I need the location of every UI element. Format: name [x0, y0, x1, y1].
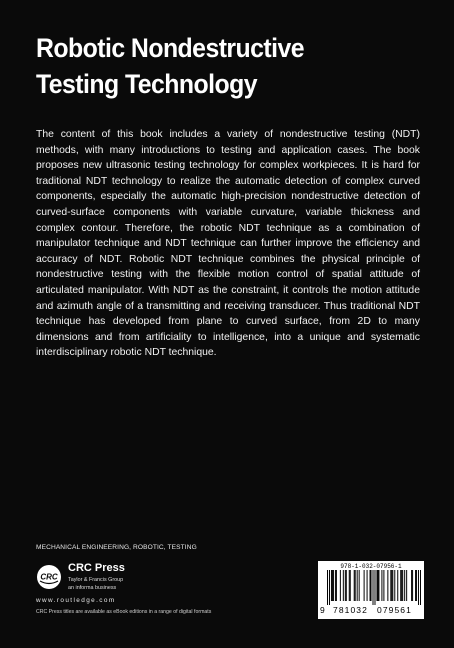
barcode-bar: [336, 570, 337, 601]
barcode-bar: [381, 570, 382, 601]
ebook-availability-note: CRC Press titles are available as eBook editions in a range of digital formats: [36, 609, 212, 615]
ean-first-digit: 9: [320, 605, 325, 615]
barcode-bar: [391, 570, 392, 601]
barcode-bar: [367, 570, 368, 601]
barcode-bar: [400, 570, 401, 601]
barcode-icon: [327, 570, 421, 605]
barcode-bar: [371, 570, 372, 601]
book-title: [36, 30, 395, 102]
barcode-bar: [394, 570, 395, 601]
barcode-bar: [401, 570, 402, 601]
barcode-bar: [340, 570, 341, 601]
publisher-block: [36, 562, 196, 612]
barcode-bar: [370, 570, 371, 601]
book-description: The content of this book includes a variety of nondestructive testing (NDT) methods, with many introductions to testing and application cases. The book proposes new ultrasonic testing technology for complex workpieces. It is hard for traditional NDT technology to realize the automatic detection of complex curved components, especially the automatic high-precision nondestructive detection of curved-surface components with variable curvature, variable thickness and complex contour. Therefore, the robotic NDT technique as a combination of manipulator technique and NDT technique can further improve the efficiency and accuracy of NDT. Robotic NDT technique combines the physical principle of nondestructive testing with the flexible motion control of spatial attitude of articulated manipulator. With NDT as the constraint, it controls the motion attitude and azimuth angle of a transmitting and receiving transducer. Thus traditional NDT technique has developed from plane to curved surface, from 2D to many dimensions and from artificiality to intelligence, into a unique and systematic interdisciplinary robotic NDT technique.: [36, 129, 420, 359]
barcode-bar: [377, 570, 378, 601]
book-title-line-1: Robotic Nondestructive: [36, 33, 305, 63]
barcode-bar: [373, 570, 374, 605]
publisher-business: an informa business: [68, 585, 117, 591]
barcode-bar: [346, 570, 347, 601]
ean-left-group: 781032: [333, 605, 368, 615]
barcode-bar: [345, 570, 346, 601]
barcode-bar: [354, 570, 355, 601]
subject-categories: MECHANICAL ENGINEERING, ROBOTIC, TESTING: [36, 544, 197, 551]
barcode-bar: [376, 570, 377, 601]
barcode-bar: [327, 570, 328, 605]
barcode-bar: [335, 570, 336, 601]
barcode-bar: [412, 570, 413, 601]
barcode-bar: [418, 570, 419, 605]
barcode-bar: [390, 570, 391, 601]
barcode-bar: [416, 570, 417, 601]
crc-logo-text: CRC: [40, 572, 58, 582]
barcode-bar: [355, 570, 356, 601]
barcode-bar: [374, 570, 375, 605]
barcode-bar: [383, 570, 384, 601]
book-title-line-2: Testing Technology: [36, 69, 257, 99]
barcode-bar: [357, 570, 358, 601]
barcode-bar: [411, 570, 412, 601]
barcode-bar: [402, 570, 403, 601]
barcode-bar: [415, 570, 416, 601]
barcode-bar: [378, 570, 379, 601]
ean-right-group: 079561: [377, 605, 412, 615]
barcode-bar: [404, 570, 405, 601]
barcode-bar: [343, 570, 344, 601]
barcode-bar: [387, 570, 388, 601]
barcode-bar: [350, 570, 351, 601]
publisher-group: Taylor & Francis Group: [68, 577, 124, 583]
crc-press-logo-icon: [36, 564, 62, 590]
barcode-bar: [331, 570, 332, 601]
barcode-bar: [349, 570, 350, 601]
ean-digits: [320, 605, 422, 617]
barcode-bar: [333, 570, 334, 601]
barcode-bar: [329, 570, 330, 605]
barcode-bar: [332, 570, 333, 601]
barcode-bar: [359, 570, 360, 601]
barcode-bar: [364, 570, 365, 601]
isbn-number: 978-1-032-07956-1: [340, 563, 402, 570]
barcode-bar: [392, 570, 393, 601]
barcode-bar: [397, 570, 398, 601]
publisher-website: www.routledge.com: [36, 597, 116, 604]
barcode-bar: [406, 570, 407, 601]
isbn-barcode-box: [318, 561, 424, 619]
barcode-bar: [420, 570, 421, 605]
publisher-name: CRC Press: [68, 562, 125, 574]
